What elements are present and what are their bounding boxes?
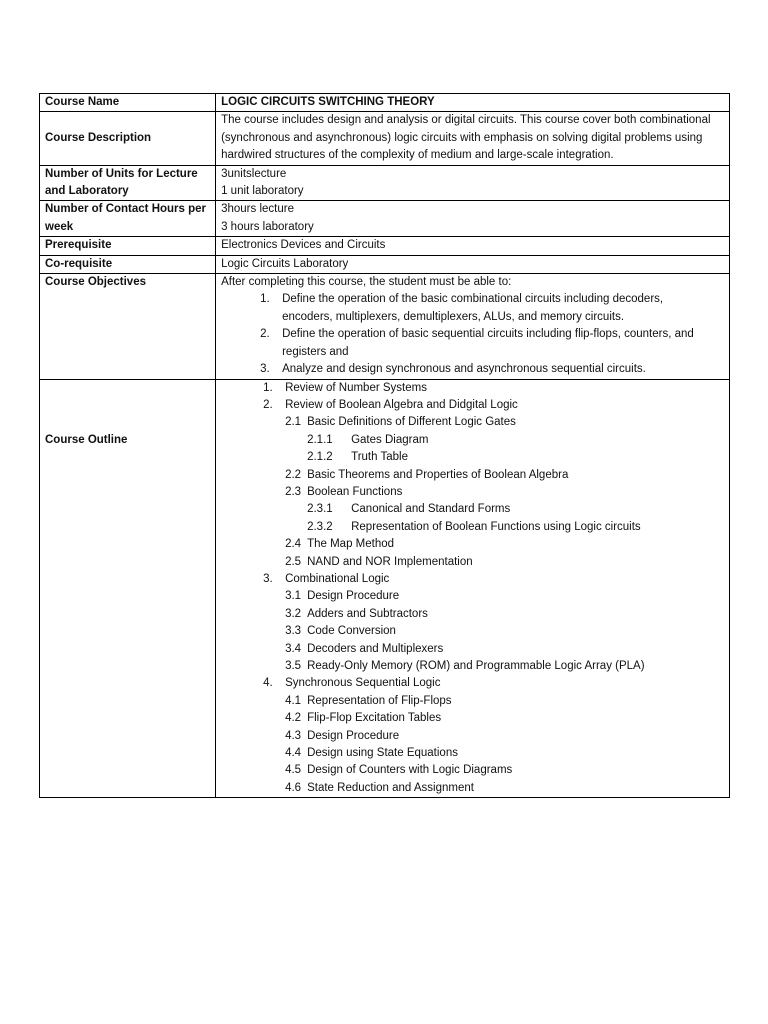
course-outline-value	[216, 379, 730, 798]
outline-text: Representation of Flip-Flops	[307, 694, 452, 707]
outline-number: 3.4	[285, 642, 302, 655]
outline-item	[221, 623, 724, 640]
outline-item	[221, 467, 724, 484]
prerequisite-row	[40, 237, 730, 255]
outline-item	[221, 449, 724, 466]
objective-item	[221, 291, 724, 326]
outline-text: Gates Diagram	[351, 433, 429, 446]
contact-hours-value	[216, 201, 730, 237]
prerequisite-value: Electronics Devices and Circuits	[216, 237, 730, 255]
objectives-intro: After completing this course, the student must be able to:	[221, 276, 512, 289]
outline-number: 2.1	[285, 416, 302, 429]
objective-text: Analyze and design synchronous and asynchronous sequential circuits.	[282, 363, 646, 376]
outline-item	[221, 554, 724, 571]
outline-number: 3.5	[285, 660, 302, 672]
outline-item	[221, 432, 724, 449]
outline-number: 2.2	[285, 468, 302, 481]
outline-number: 2.4	[285, 538, 302, 551]
contact-hours-row	[40, 201, 730, 237]
outline-number: 2.	[263, 398, 273, 411]
outline-text: Design Procedure	[307, 590, 400, 603]
contact-hours-lecture: 3hours lecture	[221, 203, 294, 216]
outline-item	[221, 606, 724, 623]
outline-item	[221, 484, 724, 501]
outline-item	[221, 414, 724, 431]
outline-text: Canonical and Standard Forms	[351, 503, 511, 516]
outline-number: 4.5	[285, 764, 302, 777]
outline-number: 3.2	[285, 607, 302, 620]
outline-list	[221, 380, 724, 798]
outline-text: Flip-Flop Excitation Tables	[307, 712, 442, 725]
outline-text: NAND and NOR Implementation	[307, 555, 473, 568]
course-objectives-label: Course Objectives	[40, 274, 216, 379]
outline-number: 3.	[263, 572, 273, 585]
outline-number: 4.4	[285, 747, 302, 760]
outline-text: Truth Table	[351, 451, 408, 464]
outline-item	[221, 501, 724, 518]
outline-number: 2.1.2	[307, 451, 333, 464]
outline-number: 4.2	[285, 712, 302, 725]
outline-text: Review of Number Systems	[285, 381, 427, 394]
objective-number: 2.	[260, 328, 270, 341]
outline-number: 2.5	[285, 555, 302, 568]
outline-item	[221, 658, 724, 675]
corequisite-value: Logic Circuits Laboratory	[216, 255, 730, 273]
outline-item	[221, 675, 724, 692]
outline-number: 2.1.1	[307, 433, 333, 446]
outline-item	[221, 728, 724, 745]
objective-text: Define the operation of the basic combinational circuits including decoders, encoders, multiplexers, demultiplexers, ALUs, and memory circuits.	[282, 293, 664, 323]
outline-item	[221, 380, 724, 397]
objectives-list	[221, 291, 724, 378]
units-value	[216, 165, 730, 201]
course-name-row	[40, 94, 730, 112]
course-objectives-value	[216, 274, 730, 379]
course-objectives-row	[40, 274, 730, 379]
outline-text: Design Procedure	[307, 729, 400, 742]
outline-text: Design using State Equations	[307, 747, 458, 760]
outline-number: 2.3	[285, 485, 302, 498]
corequisite-row	[40, 255, 730, 273]
outline-number: 1.	[263, 381, 273, 394]
outline-item	[221, 641, 724, 658]
outline-number: 4.3	[285, 729, 302, 742]
outline-item	[221, 762, 724, 779]
outline-number: 3.3	[285, 625, 302, 638]
outline-number: 2.3.1	[307, 503, 333, 516]
prerequisite-label: Prerequisite	[40, 237, 216, 255]
course-name-value: LOGIC CIRCUITS SWITCHING THEORY	[216, 94, 730, 112]
outline-item	[221, 588, 724, 605]
outline-text: Synchronous Sequential Logic	[285, 677, 441, 690]
outline-item	[221, 710, 724, 727]
outline-item	[221, 780, 724, 797]
outline-item	[221, 519, 724, 536]
objective-number: 3.	[260, 363, 270, 376]
outline-text: Representation of Boolean Functions using Logic circuits	[351, 520, 641, 533]
outline-number: 4.6	[285, 781, 302, 794]
course-outline-label: Course Outline	[40, 379, 216, 798]
course-description-label: Course Description	[40, 112, 216, 165]
outline-item	[221, 536, 724, 553]
objective-text: Define the operation of basic sequential circuits including flip-flops, counters, and registers and	[282, 328, 694, 358]
contact-hours-label: Number of Contact Hours per week	[40, 201, 216, 237]
course-syllabus-table	[39, 93, 730, 798]
outline-text: State Reduction and Assignment	[307, 781, 474, 794]
outline-text: Ready-Only Memory (ROM) and Programmable Logic Array (PLA)	[307, 660, 645, 672]
course-name-label: Course Name	[40, 94, 216, 112]
course-outline-row	[40, 379, 730, 798]
outline-item	[221, 745, 724, 762]
outline-item	[221, 693, 724, 710]
outline-text: The Map Method	[307, 538, 395, 551]
outline-text: Basic Definitions of Different Logic Gates	[307, 416, 516, 429]
objective-item	[221, 326, 724, 361]
outline-number: 4.1	[285, 694, 302, 707]
outline-text: Code Conversion	[307, 625, 396, 638]
units-row	[40, 165, 730, 201]
outline-text: Decoders and Multiplexers	[307, 642, 444, 655]
outline-number: 3.1	[285, 590, 302, 603]
outline-text: Adders and Subtractors	[307, 607, 428, 620]
units-lecture: 3unitslecture	[221, 167, 287, 180]
outline-item	[221, 571, 724, 588]
outline-number: 2.3.2	[307, 520, 333, 533]
objective-number: 1.	[260, 293, 270, 306]
corequisite-label: Co-requisite	[40, 255, 216, 273]
outline-text: Combinational Logic	[285, 572, 390, 585]
course-description-value: The course includes design and analysis or digital circuits. This course cover both combinational (synchronous and asynchronous) logic circuits with emphasis on solving digital problems using hardwired structures of the complexity of medium and large-scale integration.	[216, 112, 730, 165]
outline-item	[221, 397, 724, 414]
units-label: Number of Units for Lecture and Laboratory	[40, 165, 216, 201]
units-laboratory: 1 unit laboratory	[221, 185, 304, 198]
outline-number: 4.	[263, 677, 273, 690]
contact-hours-laboratory: 3 hours laboratory	[221, 220, 314, 233]
objective-item	[221, 361, 724, 378]
outline-text: Basic Theorems and Properties of Boolean Algebra	[307, 468, 569, 481]
course-description-row	[40, 112, 730, 165]
outline-text: Review of Boolean Algebra and Didgital Logic	[285, 398, 518, 411]
outline-text: Design of Counters with Logic Diagrams	[307, 764, 513, 777]
outline-text: Boolean Functions	[307, 485, 403, 498]
